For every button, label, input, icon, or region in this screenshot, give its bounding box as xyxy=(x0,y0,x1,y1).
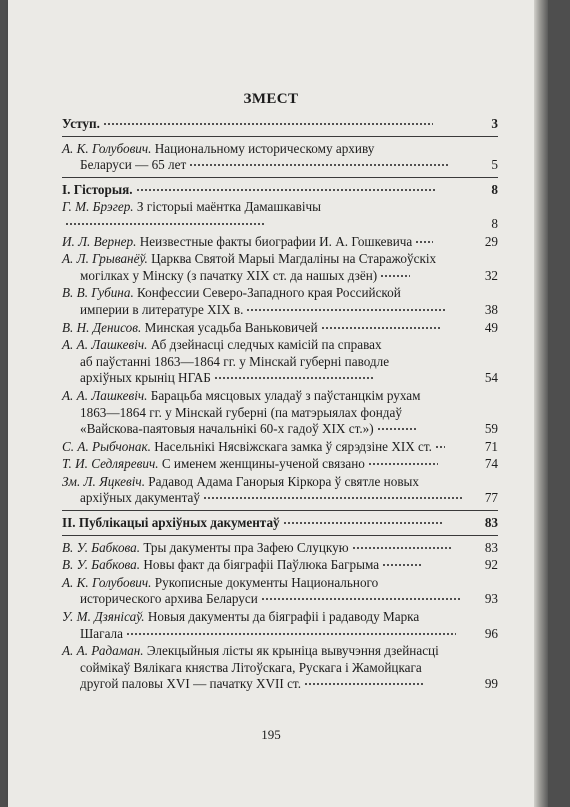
page-ref: 83 xyxy=(484,539,498,555)
dot-leader xyxy=(65,223,265,225)
page-ref: 83 xyxy=(484,515,498,531)
page-ref: 32 xyxy=(484,267,498,283)
entry-title-cont: 1863—1864 гг. у Мінскай губерні (па матэрыялах фондаў xyxy=(80,404,402,420)
toc-entry[interactable] xyxy=(62,439,498,456)
dot-leader xyxy=(189,164,449,166)
page-ref: 59 xyxy=(484,421,498,437)
toc-entry[interactable] xyxy=(62,251,498,284)
author-name: В. В. Губина. xyxy=(62,285,134,301)
entry-title-cont: «Вайскова-паятовыя начальнікі 60-х гадоў XIX ст.») xyxy=(80,421,374,437)
entry-title-cont: исторического архива Беларуси xyxy=(80,591,258,607)
page-ref: 71 xyxy=(484,438,498,454)
toc-entry[interactable] xyxy=(62,337,498,387)
table-of-contents xyxy=(62,116,498,694)
page-ref: 38 xyxy=(484,301,498,317)
page-title: ЗМЕСТ xyxy=(243,91,299,107)
page-number: 195 xyxy=(261,727,281,742)
divider xyxy=(62,510,498,511)
dot-leader xyxy=(382,564,422,566)
page-ref: 99 xyxy=(484,676,498,692)
entry-title: Элекцыйныя лісты як крыніца вывучэння дзейнасці xyxy=(146,643,439,659)
author-name: Зм. Л. Яцкевіч. xyxy=(62,473,145,489)
dot-leader xyxy=(368,463,438,465)
entry-title-cont: другой паловы XVI — пачатку XVII ст. xyxy=(80,676,302,692)
page-ref: 77 xyxy=(484,490,498,506)
page-ref: 3 xyxy=(491,116,498,131)
entry-title-cont: Шагала xyxy=(80,625,123,641)
entry-title: Насельнікі Нясвіжскага замка ў сярэдзіне XIX ст. xyxy=(154,438,432,454)
toc-section[interactable] xyxy=(62,182,498,199)
author-name: С. А. Рыбчонак. xyxy=(62,438,151,454)
entry-title-cont: соймікаў Вялікага княства Літоўскага, Рускага і Жамойцкага xyxy=(80,659,422,675)
author-name: В. У. Бабкова. xyxy=(62,539,141,555)
dot-leader xyxy=(261,598,461,600)
divider xyxy=(62,136,498,137)
entry-title: Конфессии Северо-Западного края Российской xyxy=(137,285,401,301)
dot-leader xyxy=(136,189,436,191)
page-ref: 5 xyxy=(491,157,498,173)
author-name: И. Л. Вернер. xyxy=(62,233,137,249)
author-name: Т. И. Седляревич. xyxy=(62,456,159,472)
author-name: Г. М. Брэгер. xyxy=(62,199,134,215)
dot-leader xyxy=(214,377,374,379)
page-ref: 96 xyxy=(484,625,498,641)
page-ref: 29 xyxy=(484,233,498,249)
toc-entry[interactable] xyxy=(62,388,498,438)
toc-entry[interactable] xyxy=(62,557,498,574)
entry-title-cont: архіўных дакументаў xyxy=(80,490,200,506)
entry-title: Новы факт да біяграфіі Паўлюка Багрыма xyxy=(143,557,380,573)
toc-entry[interactable] xyxy=(62,199,498,232)
toc-entry[interactable] xyxy=(62,643,498,693)
entry-title: Аб дзейнасці следчых камісій па справах xyxy=(150,337,382,353)
dot-leader xyxy=(246,309,446,311)
dot-leader xyxy=(380,275,410,277)
page-edge xyxy=(534,0,548,807)
toc-entry[interactable] xyxy=(62,285,498,318)
dot-leader xyxy=(435,446,445,448)
entry-title-cont: архіўных крыніц НГАБ xyxy=(80,370,211,386)
page-ref: 8 xyxy=(491,215,498,231)
entry-title: Тры дакументы пра Зафею Слуцкую xyxy=(143,539,349,555)
entry-title: Национальному историческому архиву xyxy=(154,140,375,156)
page-ref: 93 xyxy=(484,591,498,607)
section-title: II. Публікацыі архіўных дакументаў xyxy=(62,515,280,531)
toc-entry[interactable] xyxy=(62,609,498,642)
entry-title: Неизвестные факты биографии И. А. Гошкевича xyxy=(139,233,413,249)
section-title: Уступ. xyxy=(62,116,100,131)
entry-title: Минская усадьба Ваньковичей xyxy=(144,319,318,335)
entry-title-cont: аб паўстанні 1863—1864 гг. у Мінскай губерні паводле xyxy=(80,353,390,369)
toc-section[interactable] xyxy=(62,116,498,133)
entry-title: Радавод Адама Ганорыя Кіркора ў святле новых xyxy=(148,473,419,489)
entry-title-cont: Беларуси — 65 лет xyxy=(80,157,187,173)
author-name: А. А. Радаман. xyxy=(62,643,144,659)
author-name: В. У. Бабкова. xyxy=(62,557,141,573)
page-ref: 92 xyxy=(484,557,498,573)
dot-leader xyxy=(321,327,441,329)
toc-entry[interactable] xyxy=(62,456,498,473)
divider xyxy=(62,177,498,178)
divider xyxy=(62,535,498,536)
page-ref: 8 xyxy=(491,181,498,197)
dot-leader xyxy=(126,633,456,635)
author-name: А. А. Лашкевіч. xyxy=(62,337,148,353)
entry-title: З гісторыі маёнтка Дамашкавічы xyxy=(136,199,322,215)
entry-title: Барацьба мясцовых уладаў з паўстанцкім рухам xyxy=(150,387,421,403)
toc-entry[interactable] xyxy=(62,540,498,557)
dot-leader xyxy=(203,497,463,499)
author-name: А. А. Лашкевіч. xyxy=(62,387,148,403)
dot-leader xyxy=(304,683,424,685)
entry-title-cont: империи в литературе XIX в. xyxy=(80,301,244,317)
dot-leader xyxy=(377,428,417,430)
entry-title: Царква Святой Марыі Магдаліны на Старажоўскіх xyxy=(151,251,437,267)
toc-entry[interactable] xyxy=(62,474,498,507)
page-ref: 74 xyxy=(484,456,498,472)
toc-entry[interactable] xyxy=(62,141,498,174)
author-name: У. М. Дзянісаў. xyxy=(62,609,145,625)
author-name: А. К. Голубович. xyxy=(62,574,152,590)
section-title: I. Гісторыя. xyxy=(62,181,133,197)
page-ref: 54 xyxy=(484,370,498,386)
entry-title-cont: могілках у Мінску (з пачатку XIX ст. да нашых дзён) xyxy=(80,267,378,283)
dot-leader xyxy=(352,547,452,549)
author-name: В. Н. Денисов. xyxy=(62,319,142,335)
author-name: А. Л. Грыванёў. xyxy=(62,251,148,267)
entry-title: С именем женщины-ученой связано xyxy=(161,456,365,472)
dot-leader xyxy=(103,123,433,125)
entry-title: Рукописные документы Национального xyxy=(154,574,379,590)
toc-entry[interactable] xyxy=(62,575,498,608)
toc-entry[interactable] xyxy=(62,320,498,337)
dot-leader xyxy=(283,522,443,524)
toc-section[interactable] xyxy=(62,515,498,532)
toc-entry[interactable] xyxy=(62,234,498,251)
author-name: А. К. Голубович. xyxy=(62,140,152,156)
entry-title: Новыя дакументы да біяграфіі і радаводу Марка xyxy=(147,609,420,625)
dot-leader xyxy=(415,241,433,243)
book-page xyxy=(8,0,534,807)
page-ref: 49 xyxy=(484,319,498,335)
